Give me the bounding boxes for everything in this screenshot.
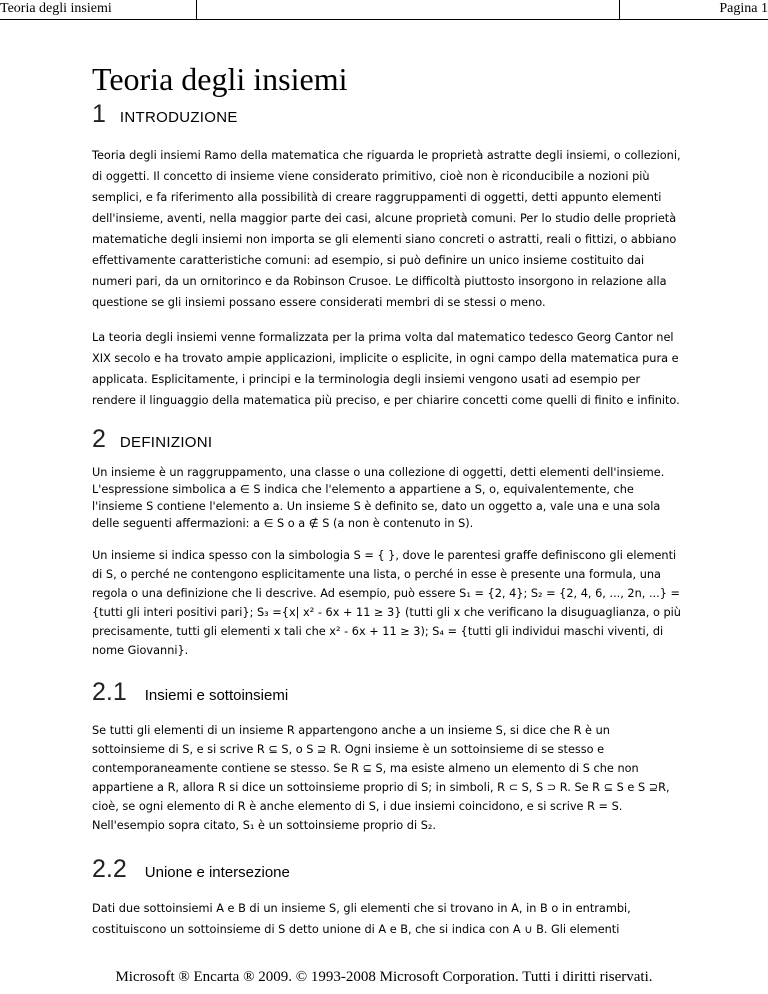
paragraph: Un insieme è un raggruppamento, una classe o una collezione di oggetti, detti elementi dell'insieme. L'espressione simbolica a ∈ S indica che l'elemento a appartiene a S, o, equivalentemente, che l'insieme S contiene l'elemento a. Un insieme S è definito se, dato un oggetto a, vale una e una sola delle seguenti affermazioni: a ∈ S o a ∉ S (a non è contenuto in S). bbox=[92, 466, 665, 530]
document-body bbox=[92, 60, 682, 954]
section-heading-2 bbox=[92, 425, 682, 454]
subsection-number: 2.2 bbox=[92, 855, 127, 883]
subsection-title: Unione e intersezione bbox=[144, 864, 290, 881]
subsection-heading-2-2 bbox=[92, 855, 682, 884]
subsection-title: Insiemi e sottoinsiemi bbox=[144, 687, 289, 704]
paragraph: Un insieme si indica spesso con la simbologia S = { }, dove le parentesi graffe definiscono gli elementi di S, o perché ne contengono esplicitamente una lista, o perché in esse è presente una formula, una regola o una definizione che li descrive. Ad esempio, può essere S₁ = {2, 4}; S₂ = {2, 4, 6, ..., 2n, ...} = {tutti gli interi positivi pari}; S₃ ={x| x² - 6x + 11 ≥ 3} (tutti gli x che verificano la disuguaglianza, o più precisamente, tutti gli elementi x tali che x² - 6x + 11 ≥ 3); S₄ = {tutti gli individui maschi viventi, di nome Giovanni}. bbox=[92, 549, 681, 657]
section-number: 1 bbox=[92, 100, 106, 128]
paragraph: La teoria degli insiemi venne formalizzata per la prima volta dal matematico tedesco Georg Cantor nel XIX secolo e ha trovato ampie applicazioni, implicite o esplicite, in ogni campo della matematica pura e applicata. Esplicitamente, i principi e la terminologia degli insiemi vengono usati ad esempio per rendere il linguaggio della matematica più preciso, e per chiarire concetti come quelli di finito e infinito. bbox=[92, 331, 680, 407]
paragraph: Dati due sottoinsiemi A e B di un insieme S, gli elementi che si trovano in A, in B o in entrambi, costituiscono un sottoinsieme di S detto unione di A e B, che si indica con A ∪ B. Gli elementi bbox=[92, 902, 631, 936]
running-header bbox=[0, 0, 768, 20]
header-divider-left bbox=[196, 0, 197, 19]
section-title: DEFINIZIONI bbox=[119, 434, 213, 451]
section-number: 2 bbox=[92, 425, 106, 453]
header-rule bbox=[0, 19, 768, 20]
header-divider-right bbox=[619, 0, 620, 19]
subsection-heading-2-1 bbox=[92, 678, 682, 707]
paragraph: Se tutti gli elementi di un insieme R appartengono anche a un insieme S, si dice che R è un sottoinsieme di S, e si scrive R ⊆ S, o S ⊇ R. Ogni insieme è un sottoinsieme di se stesso e contemporaneamente contiene se stesso. Se R ⊆ S, ma esiste almeno un elemento di S che non appartiene a R, allora R si dice un sottoinsieme proprio di S; in simboli, R ⊂ S, S ⊃ R. Se R ⊆ S e S ⊇R, cioè, se ogni elemento di R è anche elemento di S, i due insiemi coincidono, e si scrive R = S. Nell'esempio sopra citato, S₁ è un sottoinsieme proprio di S₂. bbox=[92, 724, 670, 832]
header-page-number: Pagina 1 bbox=[719, 1, 768, 16]
copyright-footer: Microsoft ® Encarta ® 2009. © 1993-2008 Microsoft Corporation. Tutti i diritti riservati. bbox=[115, 969, 653, 985]
section-title: INTRODUZIONE bbox=[119, 109, 238, 126]
page-title: Teoria degli insiemi bbox=[92, 61, 348, 97]
section-heading-1 bbox=[92, 100, 682, 129]
paragraph: Teoria degli insiemi Ramo della matematica che riguarda le proprietà astratte degli insiemi, o collezioni, di oggetti. Il concetto di insieme viene considerato primitivo, cioè non è riconducibile a nozioni più semplici, e fa riferimento alla possibilità di creare raggruppamenti di oggetti, detti appunto elementi dell'insieme, aventi, nella maggior parte dei casi, alcune proprietà comuni. Per lo studio delle proprietà matematiche degli insiemi non importa se gli elementi siano concreti o astratti, reali o fittizi, o abbiano effettivamente caratteristiche comuni: ad esempio, si può definire un unico insieme costituito dai numeri pari, da un ornitorinco e da Robinson Crusoe. Le difficoltà piuttosto insorgono in relazione alla questione se gli insiemi possano essere considerati membri di se stessi o meno. bbox=[92, 149, 681, 309]
header-left: Teoria degli insiemi bbox=[0, 1, 112, 16]
subsection-number: 2.1 bbox=[92, 678, 127, 706]
